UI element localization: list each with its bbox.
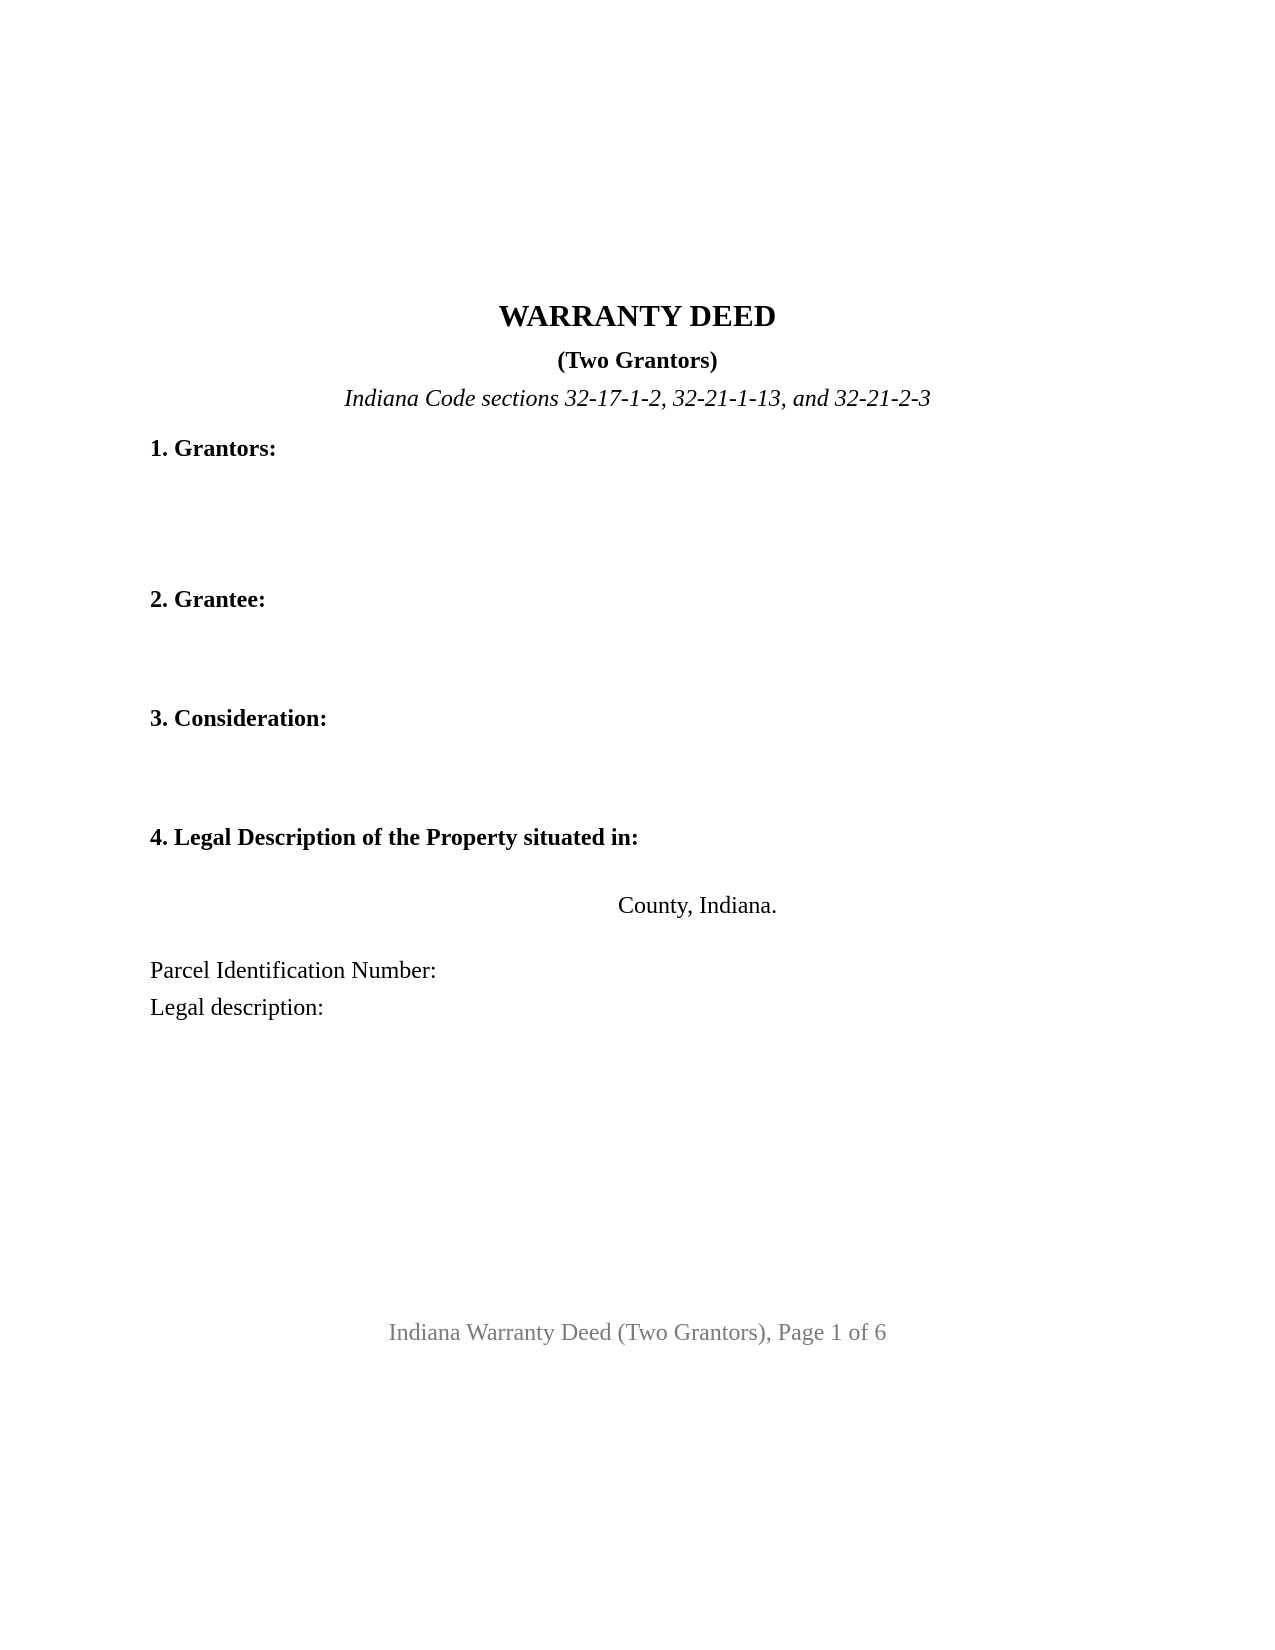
document-subtitle: (Two Grantors) xyxy=(557,348,718,374)
county-line: County, Indiana. xyxy=(618,893,778,919)
legal-description-label: Legal description: xyxy=(150,995,324,1021)
grantors-heading: 1. Grantors: xyxy=(150,436,277,462)
page-footer: Indiana Warranty Deed (Two Grantors), Page 1 of 6 xyxy=(388,1320,887,1346)
legal-description-heading: 4. Legal Description of the Property situated in: xyxy=(150,825,639,851)
document-title: WARRANTY DEED xyxy=(498,298,777,333)
parcel-number-label: Parcel Identification Number: xyxy=(150,958,437,984)
code-reference: Indiana Code sections 32-17-1-2, 32-21-1-13, and 32-21-2-3 xyxy=(344,386,931,412)
consideration-heading: 3. Consideration: xyxy=(150,706,328,732)
grantee-heading: 2. Grantee: xyxy=(150,587,266,613)
